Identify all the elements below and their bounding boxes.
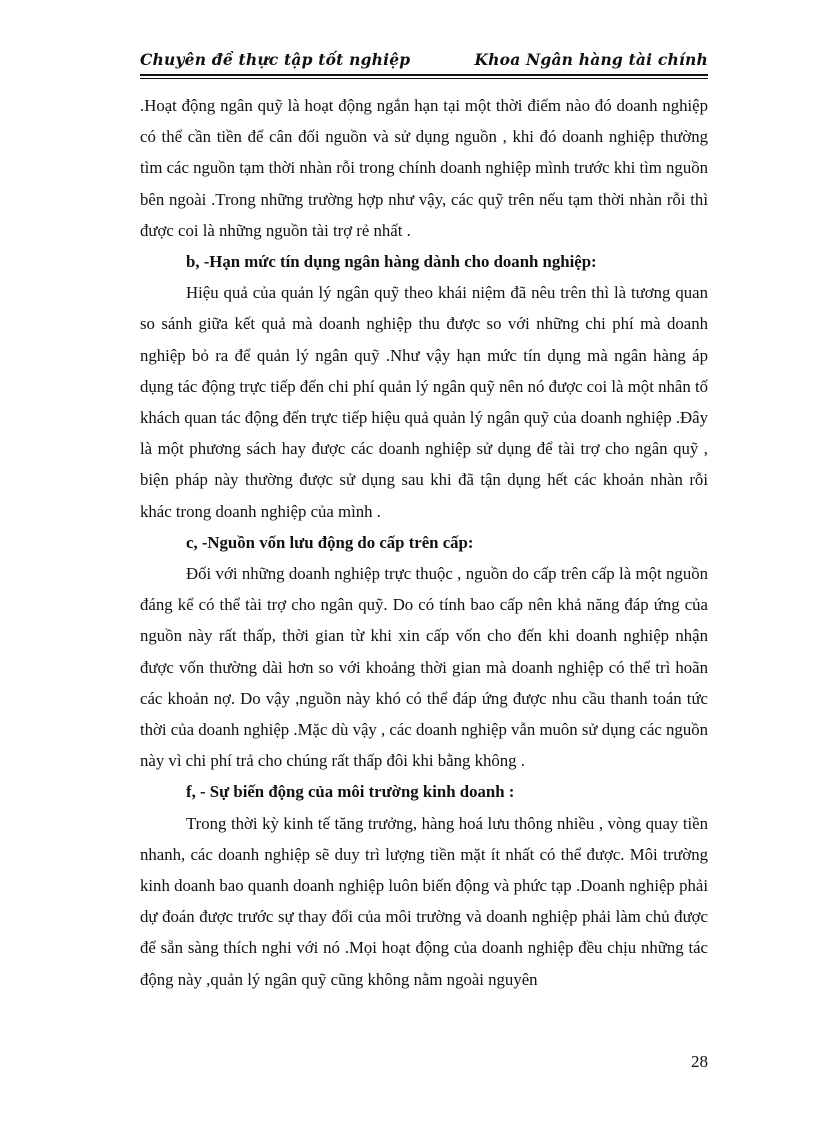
section-heading-credit-limit: b, -Hạn mức tín dụng ngân hàng dành cho doanh nghiệp:	[186, 252, 597, 272]
paragraph-business-environment: Trong thời kỳ kinh tế tăng trưởng, hàng hoá lưu thông nhiều , vòng quay tiền nhanh, các doanh nghiệp sẽ duy trì lượng tiền mặt ít nhất có thể được. Môi trường kinh doanh bao quanh doanh nghiệp luôn biến động và phức tạp .Doanh nghiệp phải dự đoán được trước sự thay đổi của môi trường và doanh nghiệp phải làm chủ được để sẵn sàng thích nghi với nó .Mọi hoạt động của doanh nghiệp đều chịu những tác động này ,quản lý ngân quỹ cũng không nằm ngoài nguyên	[140, 813, 708, 989]
page-body	[140, 90, 708, 995]
section-heading-business-environment: f, - Sự biến động của môi trường kinh doanh :	[186, 782, 515, 802]
paragraph-continuation: .Hoạt động ngân quỹ là hoạt động ngắn hạn tại một thời điểm nào đó doanh nghiệp có thể cần tiền để cân đối nguồn và sử dụng nguồn , khi đó doanh nghiệp thường tìm các nguồn tạm thời nhàn rỗi trong chính doanh nghiệp mình trước khi tìm nguồn bên ngoài .Trong những trường hợp như vậy, các quỹ trên nếu tạm thời nhàn rỗi thì được coi là những nguồn tài trợ rẻ nhất .	[140, 96, 708, 240]
header-divider	[140, 74, 708, 79]
paragraph-working-capital: Đối với những doanh nghiệp trực thuộc , nguồn do cấp trên cấp là một nguồn đáng kể có thể tài trợ cho ngân quỹ. Do có tính bao cấp nên khả năng đáp ứng của nguồn này rất thấp, thời gian từ khi xin cấp vốn cho đến khi doanh nghiệp nhận được vốn thường dài hơn so với khoảng thời gian mà doanh nghiệp có thể trì hoãn các khoản nợ. Do vậy ,nguồn này khó có thể đáp ứng được nhu cầu thanh toán tức thời của doanh nghiệp .Mặc dù vậy , các doanh nghiệp vẫn muôn sử dụng các nguồn này vì chi phí trả cho chúng rất thấp đôi khi bằng không .	[140, 564, 708, 771]
header-faculty-name: Khoa Ngân hàng tài chính	[474, 50, 708, 69]
paragraph-credit-limit: Hiệu quả của quản lý ngân quỹ theo khái niệm đã nêu trên thì là tương quan so sánh giữa kết quả mà doanh nghiệp thu được so với những chi phí mà doanh nghiệp bỏ ra để quản lý ngân quỹ .Như vậy hạn mức tín dụng mà ngân hàng áp dụng tác động trực tiếp đến chi phí quản lý ngân quỹ nên nó được coi là một nhân tố khách quan tác động đến trực tiếp hiệu quả quản lý ngân quỹ của doanh nghiệp .Đây là một phương sách hay được các doanh nghiệp sử dụng để tài trợ cho ngân quỹ , biện pháp này thường được sử dụng sau khi đã tận dụng hết các khoản nhàn rỗi khác trong doanh nghiệp của mình .	[140, 283, 708, 521]
header-document-title: Chuyên đề thực tập tốt nghiệp	[140, 50, 411, 69]
page-number: 28	[691, 1052, 708, 1071]
page-header	[140, 46, 708, 72]
section-heading-working-capital: c, -Nguồn vốn lưu động do cấp trên cấp:	[186, 532, 474, 552]
